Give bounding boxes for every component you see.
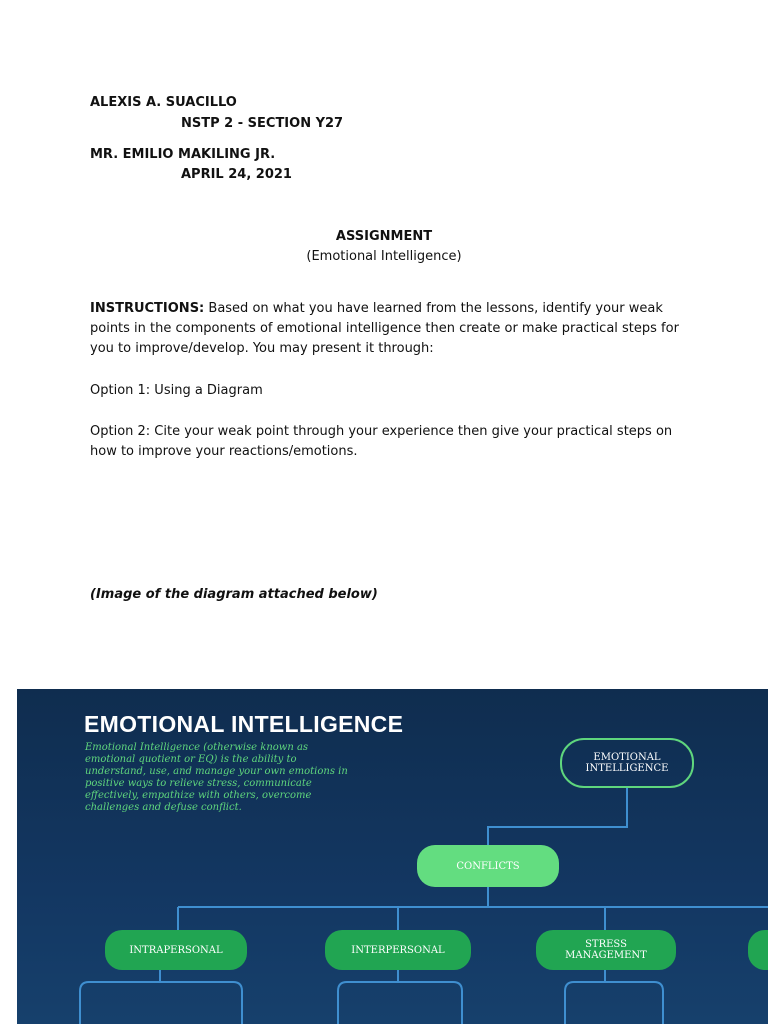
sub-box-interpersonal	[338, 982, 462, 1024]
instructions-text: Based on what you have learned from the lessons, identify your weak points in the components of emotional intelligence then create or make practical steps for you to improve/develop. You may present it through:	[90, 301, 679, 356]
option-1: Option 1: Using a Diagram	[90, 383, 263, 398]
connector-root-conflicts	[488, 788, 627, 845]
instructions-paragraph	[90, 299, 680, 359]
diagram-description: Emotional Intelligence (otherwise known as emotional quotient or EQ) is the ability to understand, use, and manage your own emotions in positive ways to relieve stress, communicate effectively, empathize with others, overcome challenges and defuse conflict.	[85, 742, 348, 813]
assignment-title: ASSIGNMENT	[335, 229, 433, 244]
instructor-name: MR. EMILIO MAKILING JR.	[90, 147, 276, 162]
node-emotional-intelligence: EMOTIONAL INTELLIGENCE	[560, 738, 694, 788]
node-stress-management: STRESS MANAGEMENT	[536, 930, 676, 970]
option-2: Option 2: Cite your weak point through your experience then give your practical steps on how to improve your reactions/emotions.	[90, 424, 673, 459]
diagram-title: EMOTIONAL INTELLIGENCE	[84, 711, 404, 737]
assignment-date: APRIL 24, 2021	[181, 167, 292, 182]
sub-box-intrapersonal	[80, 982, 242, 1024]
node-interpersonal: INTERPERSONAL	[325, 930, 471, 970]
node-intrapersonal: INTRAPERSONAL	[105, 930, 247, 970]
instructions-label: INSTRUCTIONS:	[90, 301, 205, 316]
assignment-subtitle: (Emotional Intelligence)	[306, 249, 462, 264]
sub-box-stress	[565, 982, 663, 1024]
node-conflicts: CONFLICTS	[417, 845, 559, 887]
diagram-note: (Image of the diagram attached below)	[90, 587, 378, 602]
student-name: ALEXIS A. SUACILLO	[90, 95, 237, 110]
emotional-intelligence-diagram	[17, 689, 768, 1024]
course-section: NSTP 2 - SECTION Y27	[181, 116, 344, 131]
